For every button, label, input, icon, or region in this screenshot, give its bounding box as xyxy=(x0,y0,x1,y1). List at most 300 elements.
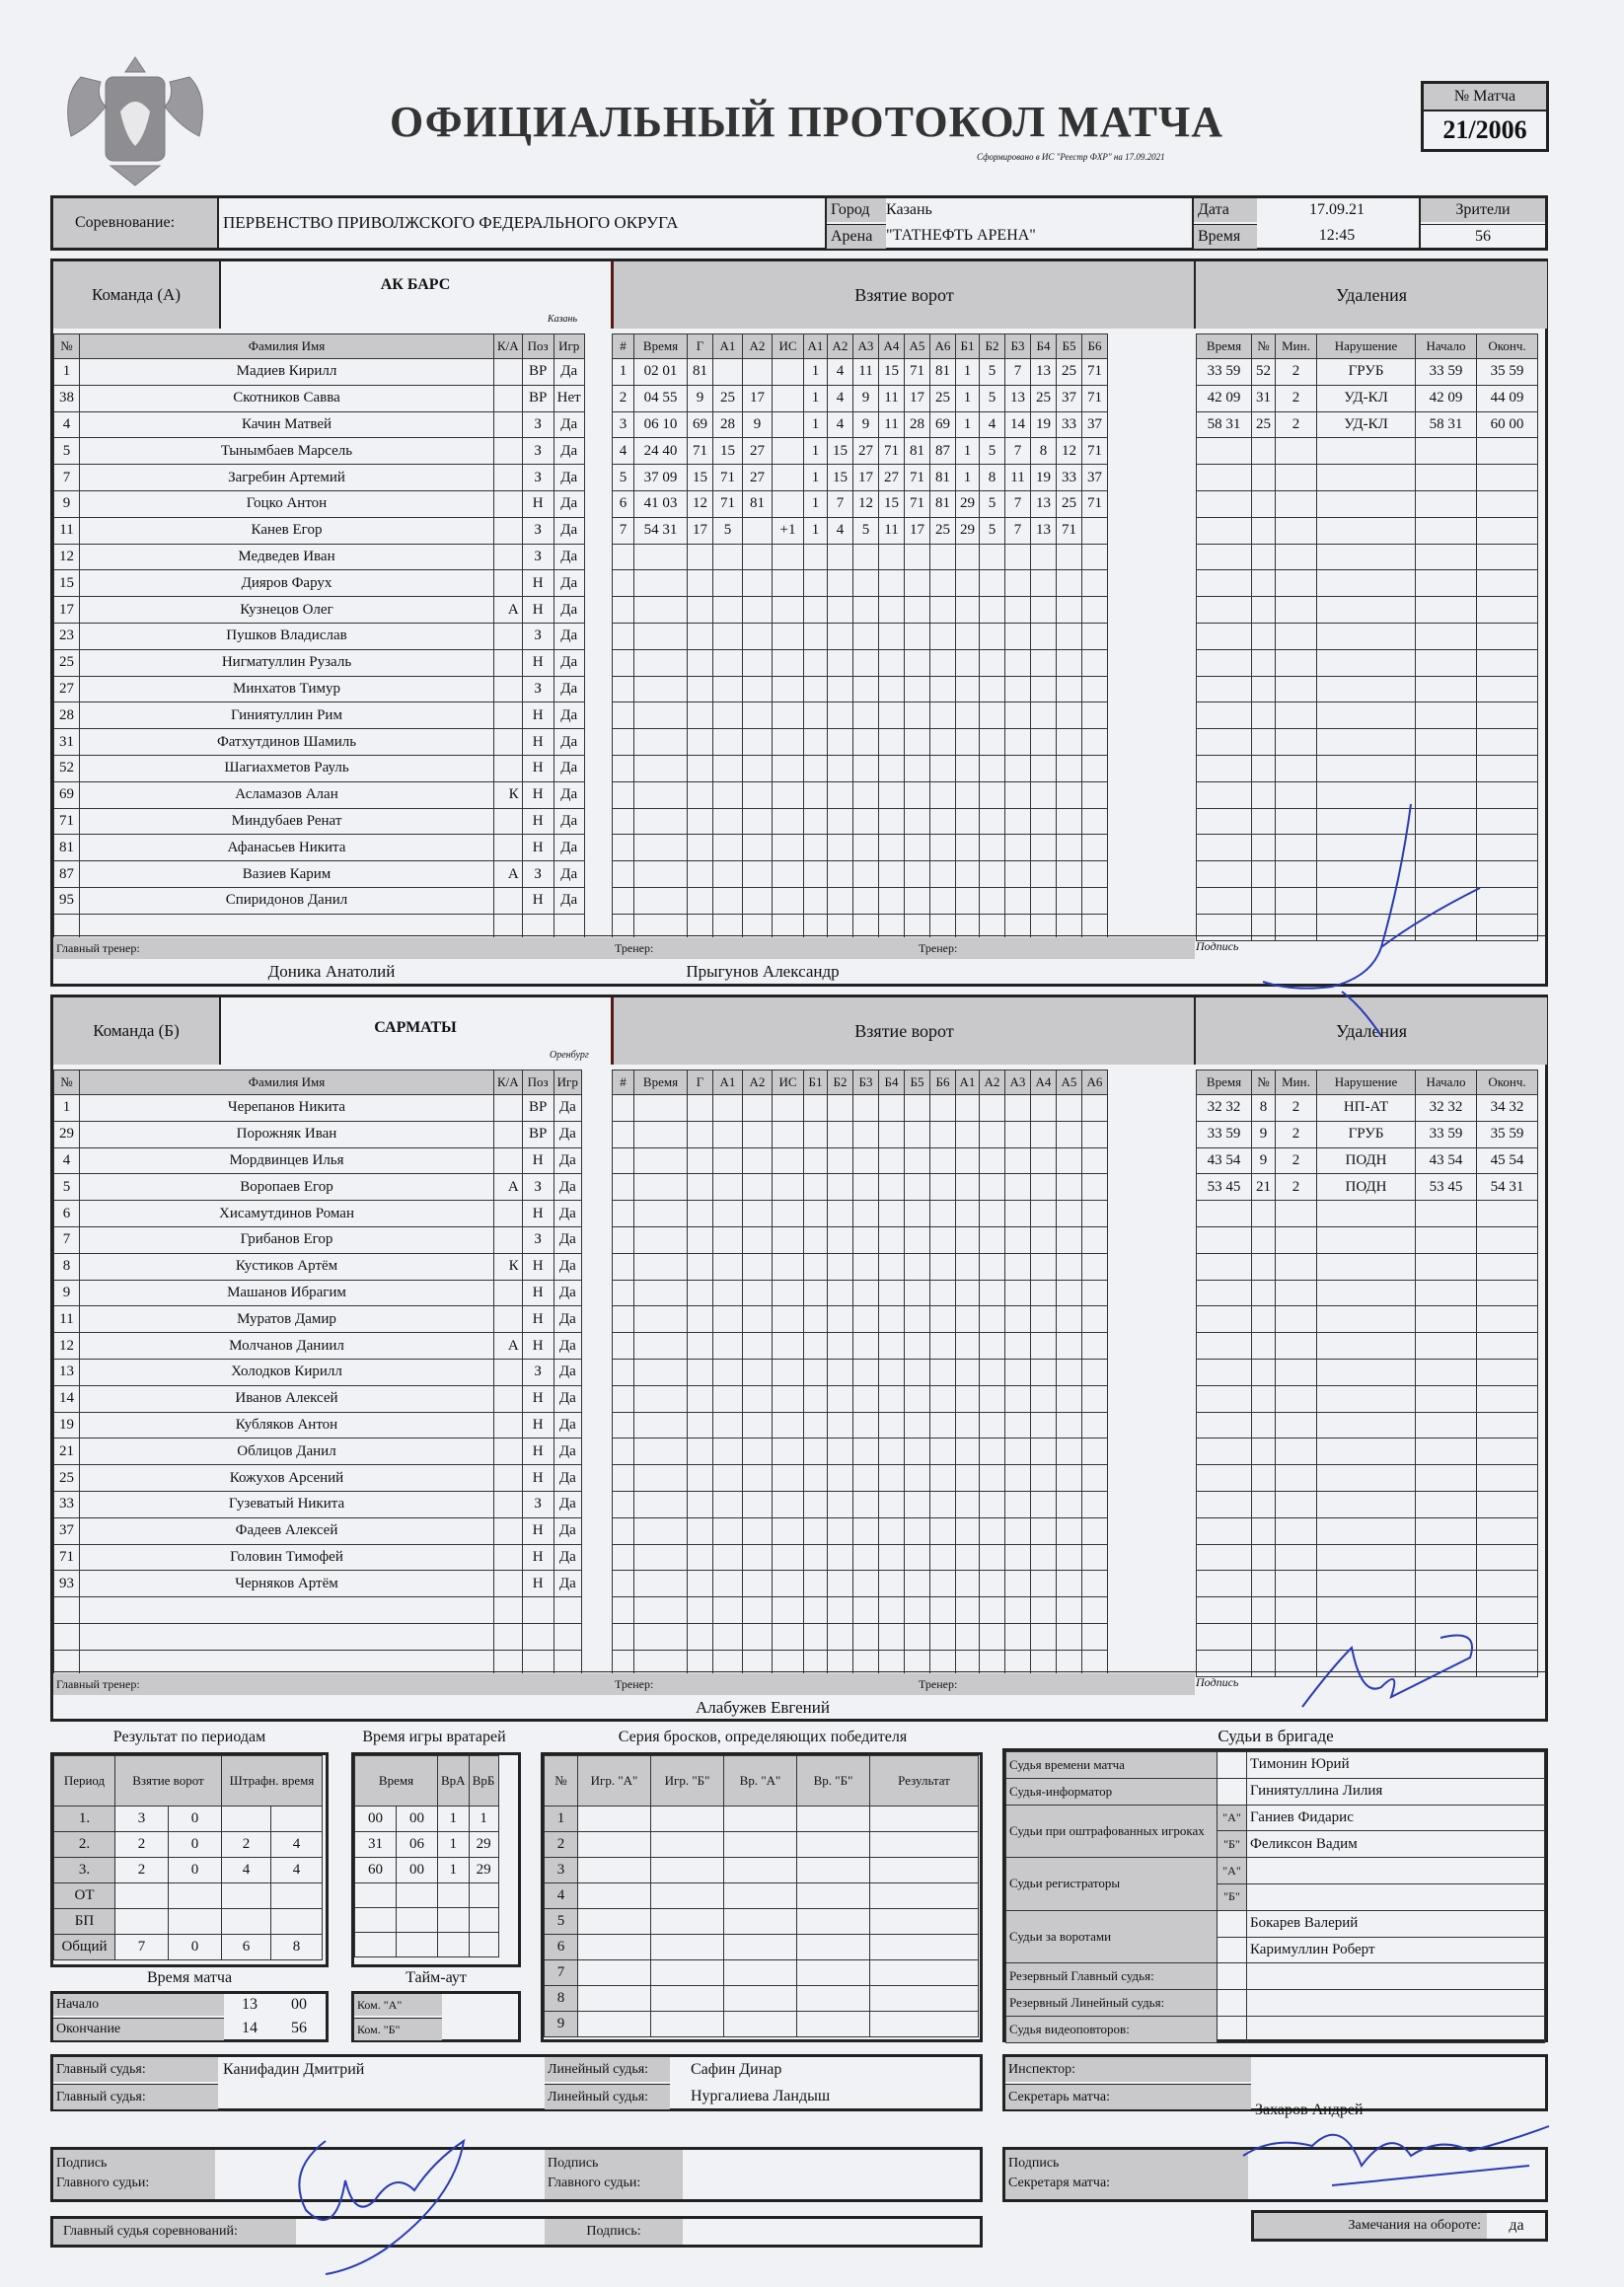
team-b-goal-row-cell xyxy=(713,1439,743,1465)
time-label: Время xyxy=(1194,224,1257,249)
goalie-cell: 00 xyxy=(397,1807,438,1832)
team-a-goal-row-cell xyxy=(804,808,828,835)
team-a-goal-row-cell: 8 xyxy=(1031,438,1057,465)
team-b-penalty-row-cell xyxy=(1317,1412,1416,1439)
team-a-goal-row-cell: 4 xyxy=(828,411,853,438)
team-b-player-row-cell: 1 xyxy=(54,1095,80,1122)
team-a-goal-row-cell xyxy=(1031,887,1057,914)
team-a-goal-row-cell xyxy=(905,887,930,914)
team-b-penalty-row-cell xyxy=(1252,1491,1276,1517)
team-b-goal-row-cell xyxy=(1082,1333,1108,1360)
team-b-player-row xyxy=(54,1121,582,1147)
team-a-goal-row-cell: 1 xyxy=(956,411,980,438)
team-a-player-row xyxy=(54,887,585,914)
team-a-goal-row-cell xyxy=(980,649,1005,676)
team-b-coach2-label: Тренер: xyxy=(916,1673,1195,1695)
team-a-penalty-row-cell xyxy=(1477,623,1538,649)
team-b-penalty-row-cell xyxy=(1276,1385,1317,1412)
team-b-penalty-row-cell: 9 xyxy=(1252,1121,1276,1147)
team-b-goal-row-cell xyxy=(1005,1650,1031,1676)
team-b-goal-row-cell xyxy=(879,1465,905,1492)
team-b-goal-row-cell xyxy=(828,1597,853,1624)
team-a-goal-row-cell xyxy=(688,914,713,940)
team-b-penalty-row-cell xyxy=(1197,1306,1252,1333)
team-a-penalty-row xyxy=(1197,570,1538,597)
team-b-goal-row-cell xyxy=(905,1226,930,1253)
date: 17.09.21 xyxy=(1309,201,1365,218)
team-a-goal-row-cell: 1 xyxy=(804,385,828,411)
shootout-cell xyxy=(797,1986,870,2012)
team-a-goal-row-cell: 27 xyxy=(743,465,773,491)
periods-row xyxy=(54,1883,323,1909)
team-b-player-row-cell: Грибанов Егор xyxy=(80,1226,494,1253)
goalie-cell xyxy=(438,1933,470,1957)
team-a-goal-row-cell xyxy=(688,676,713,702)
team-a-goal-row-cell: 25 xyxy=(1057,359,1082,386)
team-b-penalty-row xyxy=(1197,1439,1538,1465)
team-a-player-row-cell: Качин Матвей xyxy=(80,411,494,438)
team-b-goal-row-cell xyxy=(613,1650,634,1676)
team-a-goal-row-cell xyxy=(743,517,773,544)
team-a-goal-row-cell xyxy=(713,676,743,702)
team-b-goal-row-cell xyxy=(713,1623,743,1650)
team-b-goal-row-cell xyxy=(743,1385,773,1412)
team-b-penalty-row-header-cell: № xyxy=(1252,1070,1276,1095)
team-a-goal-row xyxy=(613,438,1108,465)
shootout-cell xyxy=(870,1832,979,1858)
team-a-penalty-row-cell xyxy=(1197,835,1252,861)
team-b-player-row-cell: 6 xyxy=(54,1201,80,1227)
team-a-penalty-row-header xyxy=(1197,334,1538,359)
team-a-goal-row-cell: 1 xyxy=(956,359,980,386)
goalie-cell xyxy=(469,1933,498,1957)
team-b-player-row-cell xyxy=(494,1491,523,1517)
team-b-goal-row-cell xyxy=(1005,1465,1031,1492)
team-b-goal-row-cell xyxy=(956,1226,980,1253)
team-a-goal-row-cell xyxy=(773,861,804,888)
team-a-penalty-row xyxy=(1197,517,1538,544)
team-b-player-row-cell: 5 xyxy=(54,1174,80,1201)
team-a-head-coach-label: Главный тренер: xyxy=(53,937,613,959)
team-a-goal-row-cell xyxy=(980,808,1005,835)
team-b-goal-row-cell xyxy=(1005,1280,1031,1306)
team-b-penalty-row xyxy=(1197,1306,1538,1333)
periods-row xyxy=(54,1935,323,1960)
team-a-goal-row-header-cell: А1 xyxy=(804,334,828,359)
officials-value xyxy=(1247,1963,1545,1990)
team-a-penalty-row-cell xyxy=(1276,702,1317,729)
shootout-cell xyxy=(578,1858,651,1883)
team-b-player-row-cell xyxy=(554,1623,581,1650)
officials-value xyxy=(1247,1990,1545,2017)
goalie-cell: 00 xyxy=(397,1858,438,1883)
team-a-goal-row-cell: 12 xyxy=(1057,438,1082,465)
team-a-goal-row-cell xyxy=(828,544,853,570)
team-b-goal-row-cell xyxy=(634,1333,688,1360)
team-a-penalty-row-header-cell: Время xyxy=(1197,334,1252,359)
team-b-penalty-row-cell xyxy=(1197,1439,1252,1465)
main-referee-label-2: Главный судья: xyxy=(53,2084,218,2109)
team-a-goal-row-cell xyxy=(1005,544,1031,570)
team-b-goal-row-cell xyxy=(773,1385,804,1412)
team-b-player-row-cell: Да xyxy=(554,1359,581,1385)
team-a-goal-row-cell xyxy=(613,623,634,649)
team-a-player-row xyxy=(54,914,585,940)
team-a-goal-row-cell xyxy=(743,702,773,729)
team-a-player-row-cell: Да xyxy=(554,755,584,781)
team-a-goal-row-cell xyxy=(930,649,956,676)
team-b-goal-row-cell xyxy=(634,1650,688,1676)
team-a-goal-row-header-cell: Б5 xyxy=(1057,334,1082,359)
team-b-player-row-cell: Да xyxy=(554,1095,581,1122)
team-b-penalty-row-cell: 34 32 xyxy=(1477,1095,1538,1122)
team-b-goal-row-cell xyxy=(804,1226,828,1253)
team-a-goal-row-cell: 37 xyxy=(1057,385,1082,411)
team-a-goal-row-cell: 4 xyxy=(828,385,853,411)
team-a-goal-row-cell xyxy=(773,781,804,808)
team-b-player-row-cell: Н xyxy=(522,1280,554,1306)
team-b-goal-row-cell xyxy=(1057,1623,1082,1650)
team-b-goal-row-cell xyxy=(1057,1174,1082,1201)
team-a-goal-row xyxy=(613,544,1108,570)
team-a-goal-row-cell xyxy=(956,676,980,702)
team-b-penalty-row xyxy=(1197,1517,1538,1544)
team-a-player-row-header-cell: К/А xyxy=(494,334,523,359)
team-a-goal-row-cell: 5 xyxy=(980,385,1005,411)
team-b-penalty-row-cell xyxy=(1317,1201,1416,1227)
team-a-goal-row-cell: 5 xyxy=(713,517,743,544)
officials-tag xyxy=(1218,1752,1247,1779)
shootout-row xyxy=(545,1960,979,1986)
team-a-goal-row-cell xyxy=(613,544,634,570)
team-a-penalty-row-cell xyxy=(1197,438,1252,465)
team-a-goal-row-cell xyxy=(1082,729,1108,756)
team-a-player-row xyxy=(54,729,585,756)
team-b-player-row-cell: Черняков Артём xyxy=(80,1571,494,1597)
team-a-goal-row-cell xyxy=(713,623,743,649)
team-b-player-row xyxy=(54,1226,582,1253)
team-b-goal-row-cell xyxy=(853,1359,879,1385)
team-b-goal-row-cell xyxy=(688,1650,713,1676)
team-b-goal-row-cell xyxy=(930,1226,956,1253)
team-b-goal-row-cell xyxy=(879,1544,905,1571)
team-b-penalty-row xyxy=(1197,1544,1538,1571)
team-b-player-row-cell: 29 xyxy=(54,1121,80,1147)
team-a-penalty-row-cell xyxy=(1477,597,1538,624)
periods-cell xyxy=(169,1883,222,1909)
team-b-goal-row-cell xyxy=(743,1359,773,1385)
team-b-goal-row-cell xyxy=(804,1280,828,1306)
team-a-goal-row-cell: 17 xyxy=(853,465,879,491)
team-b-player-row-cell: А xyxy=(494,1333,523,1360)
team-a-goal-row-cell: 6 xyxy=(613,490,634,517)
team-a-goal-row-cell xyxy=(713,359,743,386)
team-b-penalty-row xyxy=(1197,1465,1538,1492)
team-a-goal-row-cell: 17 xyxy=(688,517,713,544)
team-a-goal-row-cell xyxy=(634,808,688,835)
team-b-goal-row xyxy=(613,1439,1108,1465)
team-a-penalty-row-cell: 25 xyxy=(1252,411,1276,438)
shootout-cell xyxy=(578,1960,651,1986)
team-b-goal-row-cell xyxy=(688,1517,713,1544)
team-b-goal-row-cell xyxy=(905,1571,930,1597)
team-b-goal-row-cell xyxy=(1031,1544,1057,1571)
team-a-player-row-cell: 23 xyxy=(54,623,80,649)
team-b-player-row-cell: Да xyxy=(554,1121,581,1147)
team-a-goal-row-cell xyxy=(853,914,879,940)
team-b-goal-row-cell xyxy=(1057,1544,1082,1571)
team-a-penalty-row-cell xyxy=(1416,490,1477,517)
team-b-goal-row-cell xyxy=(930,1280,956,1306)
team-a-goal-row-cell xyxy=(773,623,804,649)
team-a-player-row-cell: 17 xyxy=(54,597,80,624)
team-b-goal-row-cell xyxy=(905,1623,930,1650)
team-a-player-row-cell xyxy=(494,702,523,729)
team-b-penalty-row-header-cell: Нарушение xyxy=(1317,1070,1416,1095)
team-a-penalty-row-cell xyxy=(1477,729,1538,756)
team-b-penalty-row-cell: ГРУБ xyxy=(1317,1121,1416,1147)
team-a-goal-row-cell xyxy=(905,597,930,624)
team-b-penalty-row-cell xyxy=(1317,1544,1416,1571)
team-b-goal-row-cell xyxy=(773,1174,804,1201)
team-b-goal-row-cell xyxy=(1057,1147,1082,1174)
team-a-penalty-row xyxy=(1197,702,1538,729)
periods-cell: 7 xyxy=(115,1935,169,1960)
team-a-goal-row-cell xyxy=(1082,570,1108,597)
team-a-goal-row-cell xyxy=(613,887,634,914)
team-b-player-row-cell xyxy=(554,1650,581,1676)
team-b-goal-row-cell xyxy=(634,1147,688,1174)
team-a-goals-title: Взятие ворот xyxy=(611,261,1195,329)
team-b-goal-row-header-cell: # xyxy=(613,1070,634,1095)
team-a-penalty-row-cell xyxy=(1252,438,1276,465)
team-a-goal-row-cell xyxy=(804,781,828,808)
team-b-goal-row-cell xyxy=(773,1597,804,1624)
team-b-goal-row-cell xyxy=(905,1465,930,1492)
periods-cell: 0 xyxy=(169,1807,222,1832)
team-a-player-row-cell: 9 xyxy=(54,490,80,517)
team-b-penalty-row-cell: 32 32 xyxy=(1197,1095,1252,1122)
team-b-player-row-cell: Иванов Алексей xyxy=(80,1385,494,1412)
team-b-goal-row-cell xyxy=(773,1623,804,1650)
team-a-goal-row-cell xyxy=(930,781,956,808)
team-b-goal-row-cell xyxy=(634,1571,688,1597)
team-a-goal-row xyxy=(613,517,1108,544)
team-a-goal-row-cell xyxy=(828,808,853,835)
team-b-goal-row-cell xyxy=(804,1597,828,1624)
team-b-player-row-cell: 33 xyxy=(54,1491,80,1517)
team-b-goal-row-cell xyxy=(613,1095,634,1122)
team-b-goal-row-cell xyxy=(879,1439,905,1465)
team-b-goal-row-cell xyxy=(634,1359,688,1385)
arena-label: Арена xyxy=(827,224,886,249)
team-a-goal-row-cell xyxy=(980,887,1005,914)
team-b-player-row-cell xyxy=(494,1147,523,1174)
team-a-goal-row-cell: 7 xyxy=(1005,490,1031,517)
team-a-goal-row xyxy=(613,490,1108,517)
team-b-player-row-cell: Хисамутдинов Роман xyxy=(80,1201,494,1227)
main-referee-1: Канифадин Дмитрий xyxy=(223,2061,365,2078)
team-a-player-row-cell: 81 xyxy=(54,835,80,861)
team-b-goal-row-cell xyxy=(828,1412,853,1439)
team-b-penalty-row-cell xyxy=(1252,1385,1276,1412)
team-b-goal-row-cell xyxy=(1005,1253,1031,1280)
team-a-goal-row-cell xyxy=(1057,544,1082,570)
team-a-goal-row-cell xyxy=(828,676,853,702)
team-b-goal-row-cell xyxy=(804,1517,828,1544)
team-a-goal-row-cell: 7 xyxy=(1005,359,1031,386)
team-b-penalty-row-cell xyxy=(1317,1280,1416,1306)
team-b-penalty-row-header-cell: Оконч. xyxy=(1477,1070,1538,1095)
team-a-goal-row-cell xyxy=(804,570,828,597)
team-b-player-row-cell: 7 xyxy=(54,1226,80,1253)
team-a-penalty-row-cell: 42 09 xyxy=(1197,385,1252,411)
periods-row xyxy=(54,1909,323,1935)
team-a-penalty-row-cell xyxy=(1317,544,1416,570)
team-a-player-row-cell xyxy=(494,490,523,517)
team-b-goal-row-cell xyxy=(1031,1412,1057,1439)
team-a-goal-row-cell xyxy=(1057,702,1082,729)
team-a-goal-row xyxy=(613,359,1108,386)
team-b-goal-row-cell xyxy=(853,1412,879,1439)
team-a-penalty-row-cell xyxy=(1416,570,1477,597)
team-b-player-row-cell xyxy=(494,1359,523,1385)
team-b-penalty-row-cell: ПОДН xyxy=(1317,1174,1416,1201)
team-b-player-row-header-cell: Поз xyxy=(522,1070,554,1095)
team-a-goal-row-cell xyxy=(1082,781,1108,808)
team-b-goal-row-cell xyxy=(853,1465,879,1492)
team-b-goal-row-cell xyxy=(713,1253,743,1280)
team-b-penalty-row-cell xyxy=(1252,1650,1276,1676)
team-b-goal-row-cell xyxy=(905,1650,930,1676)
team-b-goal-row-header-cell: Г xyxy=(688,1070,713,1095)
team-a-player-row-cell: Да xyxy=(554,781,584,808)
team-a-penalty-row xyxy=(1197,411,1538,438)
team-a-goal-row xyxy=(613,781,1108,808)
team-b-coach-label: Тренер: xyxy=(612,1673,917,1695)
team-b-goal-row-cell xyxy=(853,1306,879,1333)
team-a-penalty-row-cell xyxy=(1197,729,1252,756)
team-a-goal-row-cell: 8 xyxy=(980,465,1005,491)
team-b-goal-row-cell xyxy=(980,1147,1005,1174)
team-a-player-row-cell: З xyxy=(522,465,554,491)
team-a-penalty-row-cell xyxy=(1197,676,1252,702)
team-a-goal-row-cell xyxy=(773,808,804,835)
team-a-penalty-row-cell xyxy=(1416,729,1477,756)
team-b-goal-row-cell xyxy=(1031,1226,1057,1253)
team-a-goal-row-cell xyxy=(634,755,688,781)
team-b-goal-row-cell xyxy=(688,1412,713,1439)
shootout-cell xyxy=(797,1807,870,1832)
team-a-goal-row-cell xyxy=(930,835,956,861)
team-a-goal-row-cell: 1 xyxy=(804,411,828,438)
team-b-goal-row-cell xyxy=(613,1465,634,1492)
team-a-penalty-row-cell xyxy=(1317,570,1416,597)
officials-row xyxy=(1006,1752,1545,1779)
goalie-cell: 60 xyxy=(355,1858,397,1883)
team-a-goal-row-cell xyxy=(743,649,773,676)
team-a-player-row-cell: Да xyxy=(554,729,584,756)
team-b-penalty-row-cell xyxy=(1276,1465,1317,1492)
team-b-goal-row-cell xyxy=(1057,1226,1082,1253)
team-b-goal-row-cell xyxy=(773,1544,804,1571)
shootout-cell: 8 xyxy=(545,1986,578,2012)
team-a-goal-row-cell xyxy=(634,702,688,729)
team-a-goal-row xyxy=(613,729,1108,756)
team-a-goal-row-cell xyxy=(1005,914,1031,940)
team-a-player-row-cell: З xyxy=(522,676,554,702)
team-a-player-row-cell: Спиридонов Данил xyxy=(80,887,494,914)
team-a-goal-row-cell: 71 xyxy=(1082,359,1108,386)
goalie-row xyxy=(355,1807,499,1832)
team-b-goal-row-cell xyxy=(688,1174,713,1201)
team-b-goal-row-cell xyxy=(613,1306,634,1333)
team-b-penalty-row-cell: 21 xyxy=(1252,1174,1276,1201)
team-a-goal-row-cell xyxy=(1057,570,1082,597)
team-b-goal-row-cell xyxy=(743,1280,773,1306)
team-a-goal-row-cell xyxy=(688,597,713,624)
team-b-goal-row-cell xyxy=(743,1491,773,1517)
team-a-goal-row-cell xyxy=(828,597,853,624)
team-b-penalty-row-cell xyxy=(1317,1333,1416,1360)
periods-cell xyxy=(222,1807,271,1832)
team-a-goal-row-cell xyxy=(905,781,930,808)
team-a-player-row-cell: Да xyxy=(554,887,584,914)
team-b-goal-row-cell xyxy=(1031,1517,1057,1544)
team-a-goal-row-cell xyxy=(1082,676,1108,702)
team-b-goal-row-header-cell: А4 xyxy=(1031,1070,1057,1095)
team-b-goal-row-cell xyxy=(956,1597,980,1624)
team-b-penalty-row-cell xyxy=(1252,1597,1276,1624)
officials-value xyxy=(1247,1858,1545,1884)
goalie-cell: 29 xyxy=(469,1832,498,1858)
shootout-cell: 3 xyxy=(545,1858,578,1883)
team-b-player-row xyxy=(54,1253,582,1280)
team-a-goal-row-cell xyxy=(828,623,853,649)
team-b-goal-row-cell xyxy=(1031,1359,1057,1385)
team-a-goal-row-cell xyxy=(879,887,905,914)
team-b-penalty-row-cell xyxy=(1477,1412,1538,1439)
periods-row xyxy=(54,1807,323,1832)
officials-label: Судья-информатор xyxy=(1006,1778,1218,1805)
team-a-goal-row-cell: 11 xyxy=(879,517,905,544)
team-b-goal-row-cell xyxy=(634,1095,688,1122)
officials-label: Судьи регистраторы xyxy=(1006,1858,1218,1911)
team-a-goal-row-cell: 11 xyxy=(1005,465,1031,491)
team-b-goal-row-cell xyxy=(828,1544,853,1571)
shootout-cell xyxy=(870,1807,979,1832)
team-b-goal-row-cell xyxy=(1031,1095,1057,1122)
team-a-goal-row-cell: 15 xyxy=(879,490,905,517)
team-b-goal-row-cell xyxy=(828,1306,853,1333)
team-a-penalty-row-cell: 58 31 xyxy=(1197,411,1252,438)
team-b-goal-row-cell xyxy=(828,1253,853,1280)
team-a-goal-row xyxy=(613,649,1108,676)
team-a-goal-row-cell xyxy=(1057,623,1082,649)
team-a-goal-row-cell xyxy=(930,544,956,570)
emblem-logo xyxy=(51,37,219,190)
team-a-goal-row-cell xyxy=(743,781,773,808)
team-a-player-row-cell: 15 xyxy=(54,570,80,597)
team-b-goal-row-cell xyxy=(634,1439,688,1465)
team-a-goal-row xyxy=(613,755,1108,781)
team-a-goal-row-cell xyxy=(879,729,905,756)
team-b-penalty-row-cell xyxy=(1197,1253,1252,1280)
team-b-goal-row-cell xyxy=(773,1095,804,1122)
team-b-goal-row xyxy=(613,1174,1108,1201)
team-b-penalty-row-cell xyxy=(1276,1439,1317,1465)
team-a-player-row-cell: Афанасьев Никита xyxy=(80,835,494,861)
